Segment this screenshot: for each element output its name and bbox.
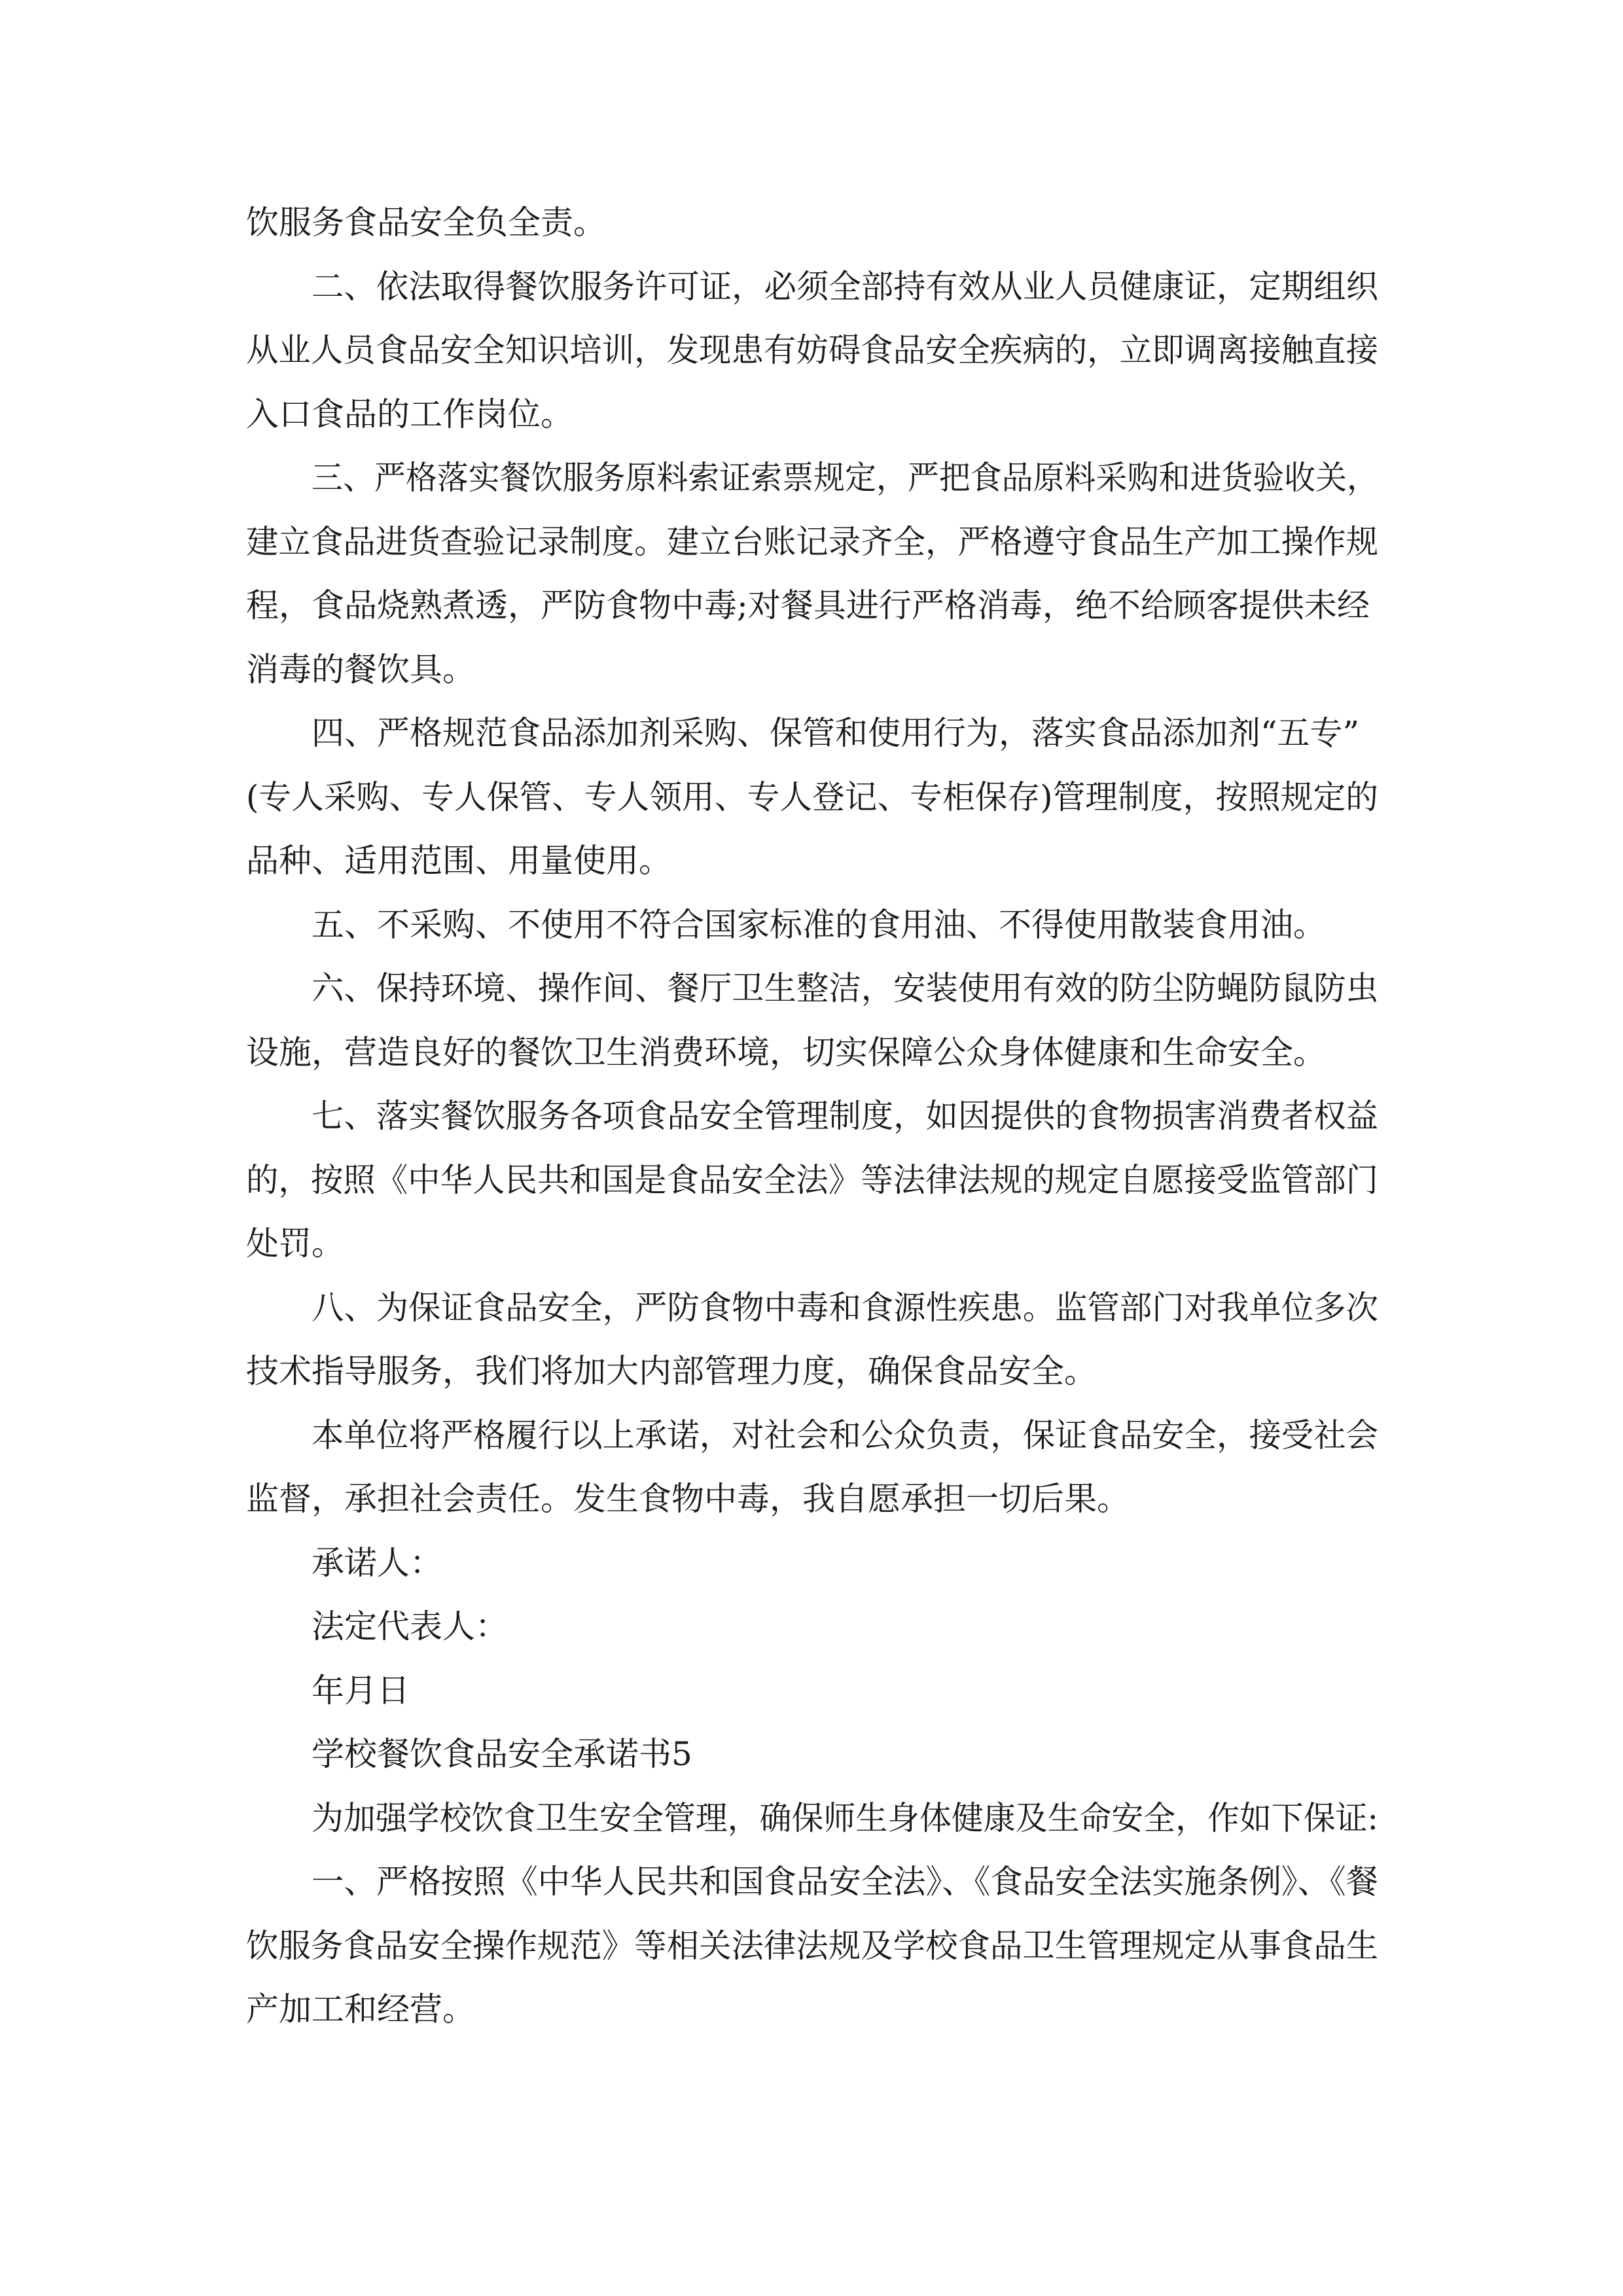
text-line: 建立食品进货查验记录制度。建立台账记录齐全，严格遵守食品生产加工操作规 — [246, 522, 1379, 561]
text-line: 饮服务食品安全操作规范》等相关法律法规及学校食品卫生管理规定从事食品生 — [246, 1926, 1379, 1965]
text-line: 处罚。 — [246, 1225, 344, 1263]
text-line: 六、保持环境、操作间、餐厅卫生整洁，安装使用有效的防尘防蝇防鼠防虫 — [312, 969, 1379, 1007]
text-line: 从业人员食品安全知识培训，发现患有妨碍食品安全疾病的，立即调离接触直接 — [246, 331, 1379, 369]
text-line: 本单位将严格履行以上承诺，对社会和公众负责，保证食品安全，接受社会 — [312, 1416, 1379, 1454]
text-line: 的，按照《中华人民共和国是食品安全法》等法律法规的规定自愿接受监管部门 — [246, 1160, 1379, 1199]
text-line: 三、严格落实餐饮服务原料索证索票规定，严把食品原料采购和进货验收关， — [312, 459, 1378, 497]
text-line: 技术指导服务，我们将加大内部管理力度，确保食品安全。 — [246, 1352, 1097, 1390]
text-line: 承诺人： — [312, 1543, 442, 1582]
text-line: 五、不采购、不使用不符合国家标准的食用油、不得使用散装食用油。 — [312, 905, 1326, 944]
document-body — [246, 191, 1378, 2042]
text-line: 七、落实餐饮服务各项食品安全管理制度，如因提供的食物损害消费者权益 — [312, 1097, 1379, 1135]
text-line: 消毒的餐饮具。 — [246, 650, 475, 689]
text-line: 入口食品的工作岗位。 — [246, 395, 573, 433]
text-line: 饮服务食品安全负全责。 — [246, 204, 606, 242]
text-line: (专人采购、专人保管、专人领用、专人登记、专柜保存)管理制度，按照规定的 — [246, 778, 1378, 816]
text-line: 一、严格按照《中华人民共和国食品安全法》、《食品安全法实施条例》、《餐 — [312, 1863, 1379, 1901]
text-line: 学校餐饮食品安全承诺书5 — [312, 1735, 692, 1773]
text-line: 四、严格规范食品添加剂采购、保管和使用行为，落实食品添加剂“五专” — [312, 714, 1360, 752]
text-line: 程，食品烧熟煮透，严防食物中毒;对餐具进行严格消毒，绝不给顾客提供未经 — [246, 586, 1370, 624]
text-line: 监督，承担社会责任。发生食物中毒，我自愿承担一切后果。 — [246, 1480, 1130, 1518]
text-line: 年月日 — [312, 1671, 410, 1710]
text-line: 为加强学校饮食卫生安全管理，确保师生身体健康及生命安全，作如下保证: — [312, 1799, 1379, 1837]
text-line: 设施，营造良好的餐饮卫生消费环境，切实保障公众身体健康和生命安全。 — [246, 1033, 1326, 1071]
text-line: 产加工和经营。 — [246, 1990, 475, 2028]
text-line: 八、为保证食品安全，严防食物中毒和食源性疾患。监管部门对我单位多次 — [312, 1288, 1379, 1327]
text-line: 法定代表人： — [312, 1607, 508, 1645]
text-line: 二、依法取得餐饮服务许可证，必须全部持有效从业人员健康证，定期组织 — [312, 267, 1379, 306]
text-line: 品种、适用范围、用量使用。 — [246, 842, 671, 880]
